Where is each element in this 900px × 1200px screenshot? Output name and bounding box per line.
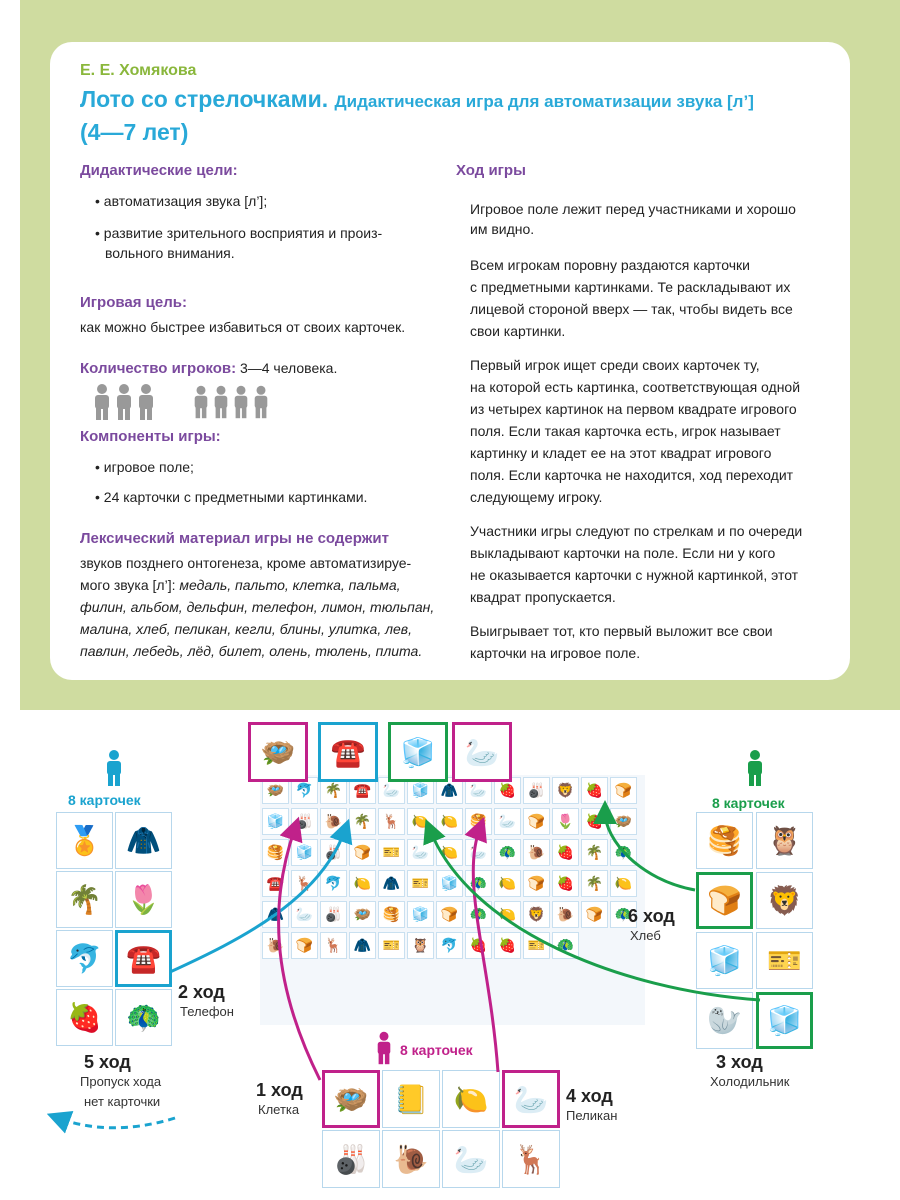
player-blue-icon: [104, 748, 124, 788]
move-4-label: 4 ход: [566, 1086, 613, 1106]
move-3-label: 3 ход: [716, 1052, 763, 1072]
highlight-cage: [248, 722, 308, 782]
board-cell: 🍋: [436, 839, 463, 866]
rules-p2-1: Всем игрокам поровну раздаются карточки: [470, 257, 750, 273]
board-cell: 🪺: [349, 901, 376, 928]
goal-2-cont: вольного внимания.: [105, 245, 235, 261]
player-green-icon: [745, 748, 765, 788]
board-cell: 🍞: [523, 870, 550, 897]
move-1-label: 1 ход: [256, 1080, 303, 1100]
goal-2: • развитие зрительного восприятия и произ-: [95, 225, 383, 241]
board-cell: 🦢: [465, 777, 492, 804]
board-cell: 🍞: [610, 777, 637, 804]
component-2: • 24 карточки с предметными картинками.: [95, 489, 368, 505]
board-cell: 🦌: [378, 808, 405, 835]
players-line: [80, 360, 337, 377]
board-cell: 🎳: [291, 808, 318, 835]
board-cell: 🌴: [349, 808, 376, 835]
board-cell: 🍋: [494, 870, 521, 897]
board-cell: 🦌: [320, 932, 347, 959]
pelican-icon: 🦢: [464, 736, 500, 768]
board-cell: 🦢: [291, 901, 318, 928]
board-cell: 🍓: [465, 932, 492, 959]
board-cell: 🧊: [407, 777, 434, 804]
board-cell: 🦚: [465, 901, 492, 928]
board-cell: 🐌: [552, 901, 579, 928]
goals-heading: Дидактические цели:: [80, 162, 238, 179]
green-card-highlight: [696, 872, 753, 929]
pink-card: 🍋: [442, 1070, 500, 1128]
board-cell: 🥞: [378, 901, 405, 928]
board-cell: 🐌: [320, 808, 347, 835]
rules-p2-3: лицевой стороной вверх — так, чтобы видеть все: [470, 301, 793, 317]
green-card: 🍞: [696, 872, 753, 929]
board-cell: 🍋: [436, 808, 463, 835]
rules-p3-1: Первый игрок ищет среди своих карточек ту,: [470, 357, 760, 373]
rules-p4-1: Участники игры следуют по стрелкам и по очереди: [470, 523, 803, 539]
pink-card: 📒: [382, 1070, 440, 1128]
move-3-sub: Холодильник: [710, 1074, 790, 1089]
cage-icon: 🪺: [260, 736, 296, 768]
lexical-line-2: [80, 574, 401, 596]
pink-card: 🦢: [442, 1130, 500, 1188]
blue-card: ☎️: [115, 930, 172, 987]
lexical-line-2-text: мого звука [л’]:: [80, 577, 180, 593]
board-cell: 🎫: [407, 870, 434, 897]
rules-p2-4: свои картинки.: [470, 323, 566, 339]
board-cell: ☎️: [262, 870, 289, 897]
board-cell: 🦚: [494, 839, 521, 866]
board-cell: 🧊: [262, 808, 289, 835]
pink-card: 🐌: [382, 1130, 440, 1188]
blue-card: 🍓: [56, 989, 113, 1046]
moves-heading: Ход игры: [456, 162, 526, 179]
rules-p2-2: с предметными картинками. Те раскладывают их: [470, 279, 791, 295]
fridge-icon: 🧊: [400, 736, 436, 768]
blue-card: 🦚: [115, 989, 172, 1046]
green-card: 🦁: [756, 872, 813, 929]
page-title: [80, 84, 840, 147]
board-cell: 🎳: [320, 839, 347, 866]
goal-1: • автоматизация звука [л’];: [95, 193, 268, 209]
board-cell: 🦚: [610, 839, 637, 866]
board-cell: 🦚: [610, 901, 637, 928]
rules-p3-6: поля. Если карточка не находится, ход переходит: [470, 467, 794, 483]
pink-card: 🪺: [322, 1070, 380, 1128]
rules-p5-2: карточки на игровое поле.: [470, 645, 641, 661]
author: Е. Е. Хомякова: [80, 62, 197, 79]
board-cell: 🍓: [494, 932, 521, 959]
board-cell: 🍋: [407, 808, 434, 835]
lexical-words-1: медаль, пальто, клетка, пальма,: [179, 577, 401, 593]
board-cell: 🦌: [291, 870, 318, 897]
board-cell: 🧊: [407, 901, 434, 928]
board-cell: 🍞: [291, 932, 318, 959]
green-card: 🧊: [696, 932, 753, 989]
board-cell: 🎫: [523, 932, 550, 959]
rules-p1-1: Игровое поле лежит перед участниками и хорошо: [470, 201, 796, 217]
players-four-icon: [192, 384, 270, 420]
board-cell: 🍞: [349, 839, 376, 866]
board-cell: 🍋: [349, 870, 376, 897]
rules-p4-2: выкладывают карточки на поле. Если ни у кого: [470, 545, 776, 561]
board-cell: 🦢: [494, 808, 521, 835]
pink-count: 8 карточек: [400, 1042, 473, 1058]
board-cell: 🎳: [523, 777, 550, 804]
board-cell: 🧊: [436, 870, 463, 897]
board-cell: 🐌: [523, 839, 550, 866]
rules-p1-2: им видно.: [470, 221, 535, 237]
board-cell: 🌷: [552, 808, 579, 835]
rules-p5-1: Выигрывает тот, кто первый выложит все свои: [470, 623, 773, 639]
board-cell: 🎫: [378, 839, 405, 866]
board-cell: 🍞: [523, 808, 550, 835]
component-1: • игровое поле;: [95, 459, 194, 475]
rules-p4-3: не оказывается карточки с нужной картинкой, этот: [470, 567, 799, 583]
arrow-move-5-skip: [58, 1118, 175, 1128]
blue-card: 🌴: [56, 871, 113, 928]
board-cell: 🦚: [552, 932, 579, 959]
components-heading: Компоненты игры:: [80, 428, 221, 445]
board-cell: 🐬: [436, 932, 463, 959]
move-6-sub: Хлеб: [630, 928, 661, 943]
board-cell: 🍓: [581, 808, 608, 835]
lexical-words-2: филин, альбом, дельфин, телефон, лимон, тюльпан,: [80, 599, 435, 615]
rules-p4-4: квадрат пропускается.: [470, 589, 616, 605]
board-cell: ☎️: [349, 777, 376, 804]
board-cell: 🍋: [610, 870, 637, 897]
highlight-fridge: [388, 722, 448, 782]
green-card: 🥞: [696, 812, 753, 869]
board-cell: 🦢: [407, 839, 434, 866]
move-2-sub: Телефон: [180, 1004, 234, 1019]
move-5-label: 5 ход: [84, 1052, 131, 1072]
lexical-words-4: павлин, лебедь, лёд, билет, олень, тюлень, плита.: [80, 643, 423, 659]
board-cell: 🌴: [320, 777, 347, 804]
pink-card-highlight: [322, 1070, 380, 1128]
highlight-phone: [318, 722, 378, 782]
board-cell: 🍓: [552, 870, 579, 897]
rules-p3-3: из четырех картинок на первом квадрате игрового: [470, 401, 797, 417]
rules-p3-4: поля. Если такая карточка есть, игрок называет: [470, 423, 781, 439]
board-cell: 🥞: [262, 839, 289, 866]
game-goal-heading: Игровая цель:: [80, 294, 187, 311]
board-cell: 🥞: [465, 808, 492, 835]
green-count: 8 карточек: [712, 795, 785, 811]
board-cell: 🎫: [378, 932, 405, 959]
board-cell: 🍓: [552, 839, 579, 866]
green-card: 🧊: [756, 992, 813, 1049]
board-cell: 🐬: [291, 777, 318, 804]
pink-card: 🦌: [502, 1130, 560, 1188]
move-5-sub2: нет карточки: [84, 1094, 161, 1109]
players-heading: Количество игроков:: [80, 360, 237, 377]
blue-card-highlight: [115, 930, 172, 987]
board-cell: 🦉: [407, 932, 434, 959]
pink-card: 🎳: [322, 1130, 380, 1188]
lexical-heading: Лексический материал игры не содержит: [80, 530, 389, 547]
board-cell: 🦢: [378, 777, 405, 804]
board-cell: 🍓: [494, 777, 521, 804]
green-card: 🎫: [756, 932, 813, 989]
blue-card: 🏅: [56, 812, 113, 869]
move-1-sub: Клетка: [258, 1102, 300, 1117]
board-cell: 🌴: [581, 870, 608, 897]
lexical-words-3: малина, хлеб, пеликан, кегли, блины, улитка, лев,: [80, 621, 412, 637]
move-5-sub1: Пропуск хода: [80, 1074, 162, 1089]
players-value: 3—4 человека.: [239, 360, 338, 376]
board-cell: 🧥: [436, 777, 463, 804]
board-cell: 🍞: [436, 901, 463, 928]
board-cell: 🦢: [465, 839, 492, 866]
pink-card: 🦢: [502, 1070, 560, 1128]
board-cell: 🧊: [291, 839, 318, 866]
game-goal-text: как можно быстрее избавиться от своих карточек.: [80, 319, 406, 335]
blue-card: 🐬: [56, 930, 113, 987]
title-sub: Дидактическая игра для автоматизации звука [л’]: [334, 92, 754, 111]
title-age: (4—7 лет): [80, 119, 189, 145]
pink-card-highlight: [502, 1070, 560, 1128]
green-card-highlight: [756, 992, 813, 1049]
board-cell: 🐌: [262, 932, 289, 959]
board-cell: 🦚: [465, 870, 492, 897]
blue-count: 8 карточек: [68, 792, 141, 808]
board-cell: 🍋: [494, 901, 521, 928]
board-cell: 🦁: [523, 901, 550, 928]
rules-p3-5: картинку и кладет ее на этот квадрат игрового: [470, 445, 772, 461]
move-6-label: 6 ход: [628, 906, 675, 926]
board-cell: 🪺: [262, 777, 289, 804]
board-cell: 🎳: [320, 901, 347, 928]
move-4-sub: Пеликан: [566, 1108, 618, 1123]
rules-p3-2: на которой есть картинка, соответствующая одной: [470, 379, 801, 395]
board-cell: 🍞: [581, 901, 608, 928]
rules-p3-7: следующему игроку.: [470, 489, 603, 505]
board-cell: 🧥: [349, 932, 376, 959]
board-cell: 🐬: [320, 870, 347, 897]
board-cell: 🪺: [610, 808, 637, 835]
blue-card: 🧥: [115, 812, 172, 869]
board-cell: 🧥: [262, 901, 289, 928]
game-board: [260, 775, 645, 1025]
highlight-pelican: [452, 722, 512, 782]
title-main: Лото со стрелочками.: [80, 86, 329, 112]
player-pink-icon: [375, 1030, 393, 1066]
blue-card: 🌷: [115, 871, 172, 928]
board-cell: 🧥: [378, 870, 405, 897]
green-card: 🦉: [756, 812, 813, 869]
board-cell: 🦁: [552, 777, 579, 804]
players-three-icon: [92, 384, 156, 420]
board-cell: 🌴: [581, 839, 608, 866]
lexical-line-1: звуков позднего онтогенеза, кроме автоматизируе-: [80, 555, 412, 571]
green-card: 🦭: [696, 992, 753, 1049]
phone-icon: ☎️: [330, 736, 366, 768]
move-2-label: 2 ход: [178, 982, 225, 1002]
board-cell: 🍓: [581, 777, 608, 804]
